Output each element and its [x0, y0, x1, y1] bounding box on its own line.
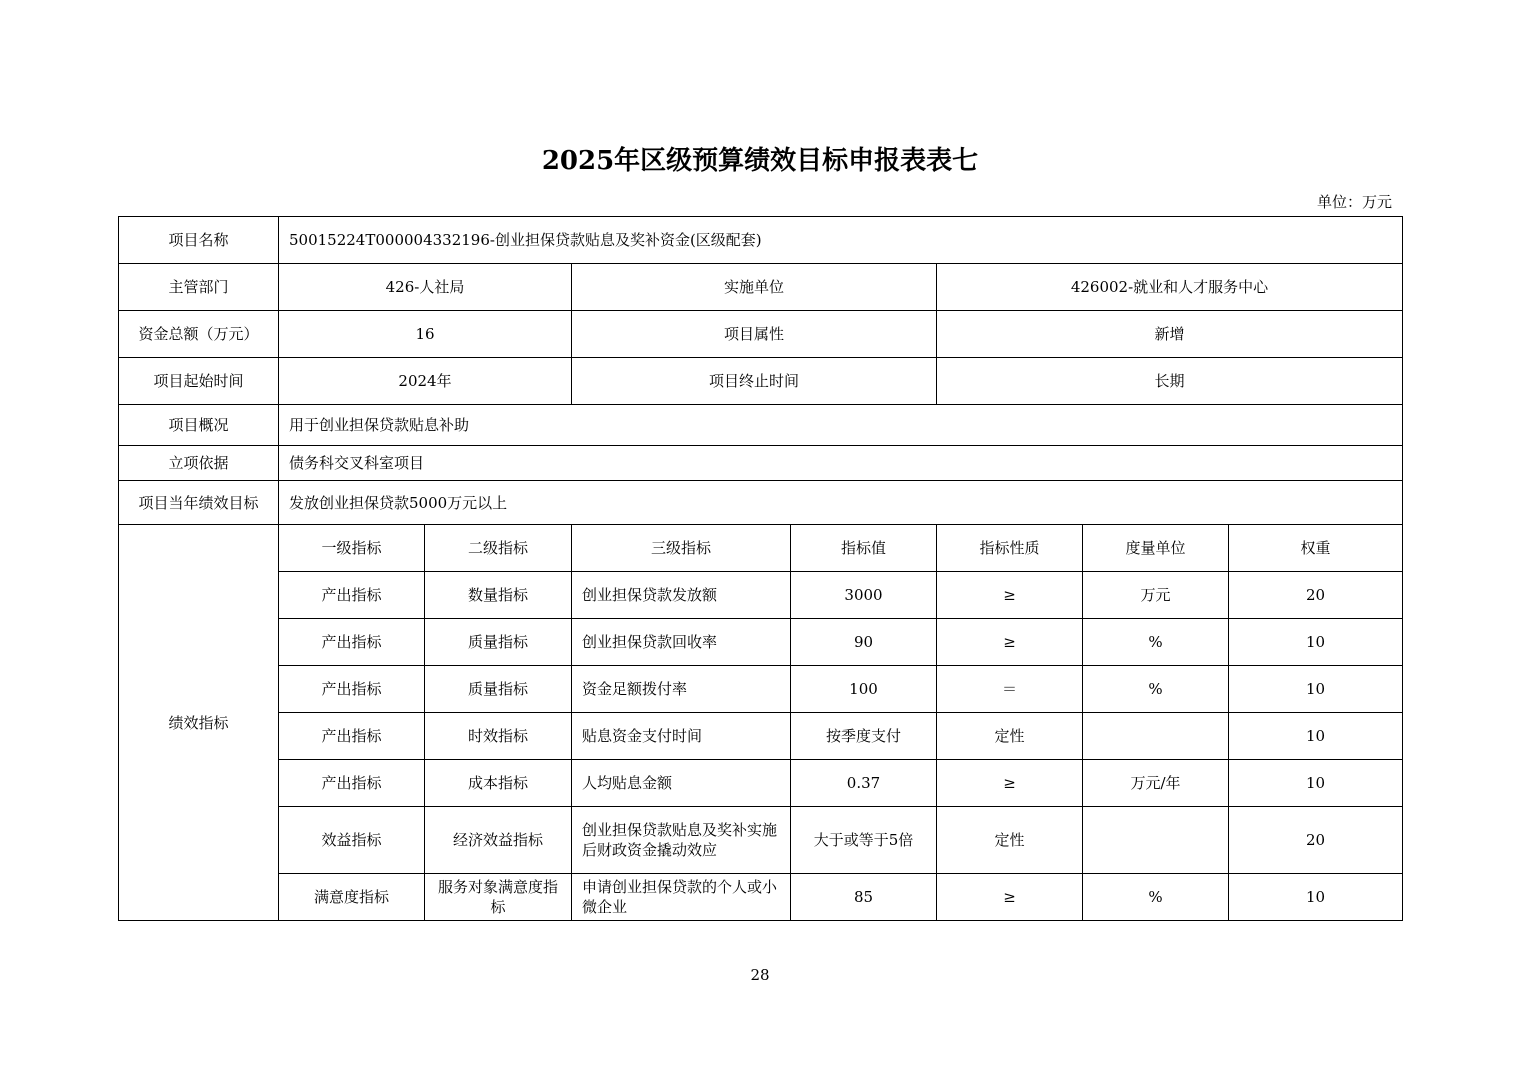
value-cell: 按季度支付 [791, 713, 937, 760]
fund-label: 资金总额（万元） [119, 311, 279, 358]
row-department [119, 264, 1403, 311]
indicator-section-label: 绩效指标 [119, 525, 279, 921]
header-cell: 权重 [1229, 525, 1403, 572]
weight-cell: 10 [1229, 666, 1403, 713]
header-cell: 一级指标 [279, 525, 425, 572]
value-cell: 3000 [791, 572, 937, 619]
unit-cell: % [1083, 619, 1229, 666]
level1-cell: 满意度指标 [279, 874, 425, 921]
header-cell: 指标值 [791, 525, 937, 572]
weight-cell: 20 [1229, 572, 1403, 619]
level3-cell: 贴息资金支付时间 [572, 713, 791, 760]
attr-value: 新增 [937, 311, 1403, 358]
goal-value: 发放创业担保贷款5000万元以上 [279, 481, 1403, 525]
level3-cell: 申请创业担保贷款的个人或小微企业 [572, 874, 791, 921]
attr-label: 项目属性 [572, 311, 937, 358]
level3-cell: 创业担保贷款发放额 [572, 572, 791, 619]
unit-cell: % [1083, 874, 1229, 921]
overview-label: 项目概况 [119, 405, 279, 446]
value-cell: 100 [791, 666, 937, 713]
start-value: 2024年 [279, 358, 572, 405]
level1-cell: 产出指标 [279, 760, 425, 807]
table-row [119, 807, 1403, 874]
weight-cell: 10 [1229, 713, 1403, 760]
row-project-name [119, 217, 1403, 264]
row-goal [119, 481, 1403, 525]
nature-cell: 定性 [937, 713, 1083, 760]
fund-value: 16 [279, 311, 572, 358]
row-basis [119, 446, 1403, 481]
level2-cell: 服务对象满意度指标 [425, 874, 572, 921]
impl-label: 实施单位 [572, 264, 937, 311]
value-cell: 90 [791, 619, 937, 666]
unit-label: 单位：万元 [1316, 193, 1392, 211]
level3-cell: 创业担保贷款回收率 [572, 619, 791, 666]
basis-label: 立项依据 [119, 446, 279, 481]
header-cell: 二级指标 [425, 525, 572, 572]
value-cell: 0.37 [791, 760, 937, 807]
row-fund [119, 311, 1403, 358]
level3-cell: 资金足额拨付率 [572, 666, 791, 713]
weight-cell: 20 [1229, 807, 1403, 874]
basis-value: 债务科交叉科室项目 [279, 446, 1403, 481]
nature-cell: ≥ [937, 874, 1083, 921]
header-cell: 度量单位 [1083, 525, 1229, 572]
end-label: 项目终止时间 [572, 358, 937, 405]
end-value: 长期 [937, 358, 1403, 405]
value-cell: 85 [791, 874, 937, 921]
level1-cell: 产出指标 [279, 666, 425, 713]
level2-cell: 数量指标 [425, 572, 572, 619]
unit-cell: 万元/年 [1083, 760, 1229, 807]
table-row [119, 619, 1403, 666]
level3-cell: 创业担保贷款贴息及奖补实施后财政资金撬动效应 [572, 807, 791, 874]
level2-cell: 质量指标 [425, 619, 572, 666]
unit-cell [1083, 807, 1229, 874]
impl-value: 426002-就业和人才服务中心 [937, 264, 1403, 311]
table-row [119, 874, 1403, 921]
weight-cell: 10 [1229, 760, 1403, 807]
level1-cell: 产出指标 [279, 713, 425, 760]
header-cell: 三级指标 [572, 525, 791, 572]
overview-value: 用于创业担保贷款贴息补助 [279, 405, 1403, 446]
nature-cell: ＝ [937, 666, 1083, 713]
page-number: 28 [750, 966, 770, 984]
level1-cell: 效益指标 [279, 807, 425, 874]
project-name-value: 50015224T000004332196-创业担保贷款贴息及奖补资金(区级配套) [279, 217, 1403, 264]
performance-table [118, 216, 1403, 921]
level1-cell: 产出指标 [279, 572, 425, 619]
row-time [119, 358, 1403, 405]
unit-cell: % [1083, 666, 1229, 713]
level2-cell: 经济效益指标 [425, 807, 572, 874]
table-row [119, 666, 1403, 713]
level2-cell: 质量指标 [425, 666, 572, 713]
level2-cell: 时效指标 [425, 713, 572, 760]
nature-cell: 定性 [937, 807, 1083, 874]
row-overview [119, 405, 1403, 446]
value-cell: 大于或等于5倍 [791, 807, 937, 874]
start-label: 项目起始时间 [119, 358, 279, 405]
unit-cell: 万元 [1083, 572, 1229, 619]
table-row [119, 713, 1403, 760]
nature-cell: ≥ [937, 572, 1083, 619]
level3-cell: 人均贴息金额 [572, 760, 791, 807]
dept-value: 426-人社局 [279, 264, 572, 311]
unit-cell [1083, 713, 1229, 760]
indicator-header-row [119, 525, 1403, 572]
dept-label: 主管部门 [119, 264, 279, 311]
nature-cell: ≥ [937, 760, 1083, 807]
header-cell: 指标性质 [937, 525, 1083, 572]
table-row [119, 760, 1403, 807]
weight-cell: 10 [1229, 619, 1403, 666]
goal-label: 项目当年绩效目标 [119, 481, 279, 525]
nature-cell: ≥ [937, 619, 1083, 666]
project-name-label: 项目名称 [119, 217, 279, 264]
weight-cell: 10 [1229, 874, 1403, 921]
table-row [119, 572, 1403, 619]
level1-cell: 产出指标 [279, 619, 425, 666]
level2-cell: 成本指标 [425, 760, 572, 807]
document-title: 2025年区级预算绩效目标申报表表七 [541, 146, 979, 176]
